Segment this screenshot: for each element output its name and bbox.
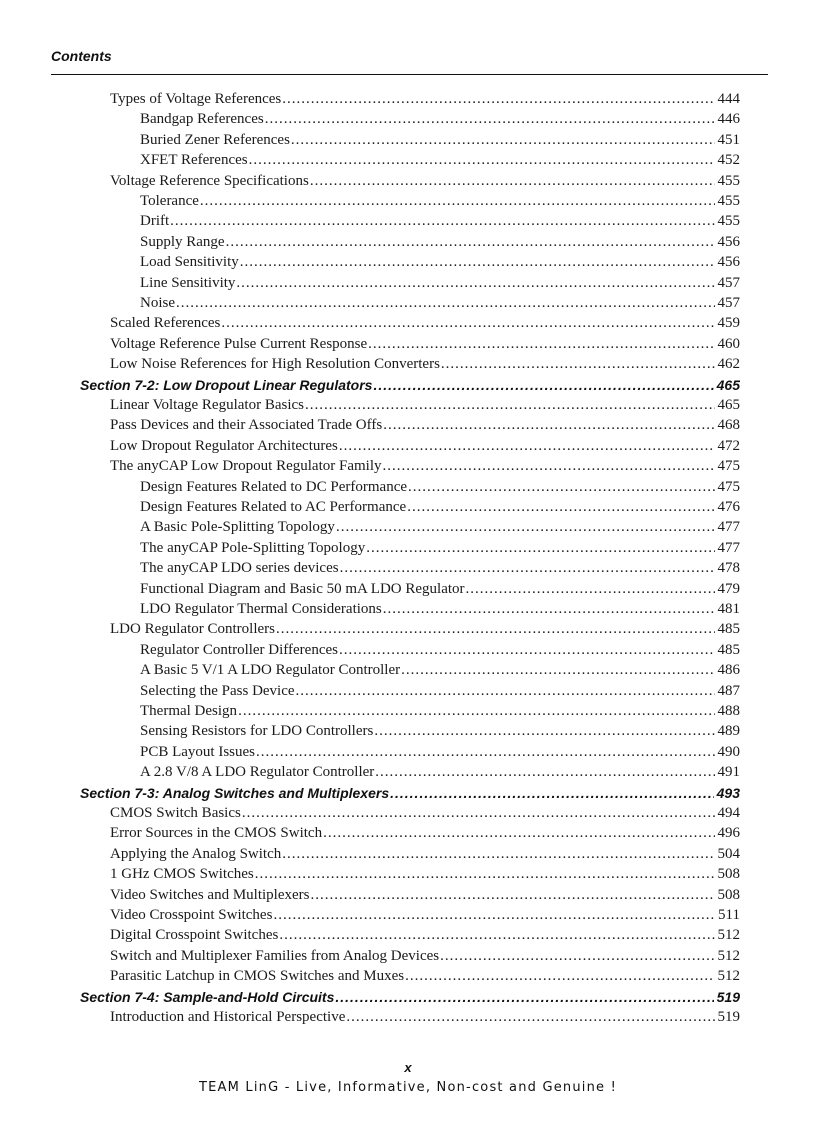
toc-dot-leader <box>339 640 715 660</box>
toc-entry-title: Pass Devices and their Associated Trade Offs <box>110 417 383 434</box>
toc-entry-title: Section 7-2: Low Dropout Linear Regulators <box>80 376 373 393</box>
toc-entry-page: 477 <box>717 539 740 556</box>
toc-entry-title: Functional Diagram and Basic 50 mA LDO Regulator <box>140 580 465 597</box>
toc-entry-page: 472 <box>717 437 740 454</box>
toc-entry-page: 456 <box>717 233 740 250</box>
toc-entry[interactable] <box>140 742 740 762</box>
toc-entry[interactable] <box>140 293 740 313</box>
toc-entry-page: 465 <box>716 376 740 393</box>
toc-entry-page: 485 <box>717 641 740 658</box>
toc-dot-leader <box>335 987 713 1007</box>
toc-entry-title: A Basic 5 V/1 A LDO Regulator Controller <box>140 662 401 679</box>
toc-entry-page: 508 <box>717 866 740 883</box>
toc-dot-leader <box>374 721 714 741</box>
toc-entry-page: 446 <box>717 111 740 128</box>
toc-dot-leader <box>383 599 715 619</box>
toc-dot-leader <box>200 191 715 211</box>
toc-entry-page: 455 <box>717 172 740 189</box>
toc-entry[interactable] <box>110 334 740 354</box>
toc-entry[interactable] <box>110 925 740 945</box>
toc-entry[interactable] <box>110 946 740 966</box>
toc-dot-leader <box>291 130 715 150</box>
toc-dot-leader <box>176 293 715 313</box>
toc-dot-leader <box>236 273 714 293</box>
toc-entry-title: Selecting the Pass Device <box>140 682 295 699</box>
toc-dot-leader <box>282 844 714 864</box>
toc-entry-title: Types of Voltage References <box>110 91 282 107</box>
toc-dot-leader <box>256 742 714 762</box>
toc-entry-title: Voltage Reference Pulse Current Response <box>110 335 368 352</box>
toc-entry-page: 475 <box>717 478 740 495</box>
toc-dot-leader <box>282 89 714 109</box>
toc-section-entry[interactable] <box>80 375 740 395</box>
toc-entry-page: 476 <box>717 499 740 515</box>
toc-section-entry[interactable] <box>80 987 740 1007</box>
toc-entry[interactable] <box>140 517 740 537</box>
toc-entry[interactable] <box>110 619 740 639</box>
toc-entry[interactable] <box>140 599 740 619</box>
toc-entry-title: Regulator Controller Differences <box>140 641 338 658</box>
toc-dot-leader <box>310 171 715 191</box>
toc-entry[interactable] <box>110 803 740 823</box>
toc-entry[interactable] <box>140 762 740 782</box>
toc-entry-title: Buried Zener References <box>140 131 290 148</box>
toc-entry[interactable] <box>110 885 740 905</box>
toc-entry-title: Load Sensitivity <box>140 254 239 271</box>
toc-entry[interactable] <box>110 415 740 435</box>
toc-dot-leader <box>407 497 714 517</box>
toc-entry[interactable] <box>140 477 740 497</box>
toc-dot-leader <box>340 558 715 578</box>
toc-entry-page: 468 <box>717 417 740 434</box>
toc-dot-leader <box>226 232 715 252</box>
toc-dot-leader <box>255 864 715 884</box>
toc-entry-title: Section 7-3: Analog Switches and Multiplexers <box>80 784 390 801</box>
toc-entry-title: Line Sensitivity <box>140 274 236 291</box>
toc-entry-page: 491 <box>717 764 740 781</box>
toc-entry-title: Thermal Design <box>140 703 238 719</box>
toc-entry[interactable] <box>140 232 740 252</box>
toc-entry-title: The anyCAP LDO series devices <box>140 560 339 577</box>
toc-entry-title: The anyCAP Pole-Splitting Topology <box>140 539 366 556</box>
toc-entry[interactable] <box>140 211 740 231</box>
toc-entry-title: Error Sources in the CMOS Switch <box>110 825 323 842</box>
toc-entry-page: 456 <box>717 254 740 271</box>
toc-entry-title: Video Crosspoint Switches <box>110 907 273 923</box>
toc-entry-page: 496 <box>717 825 740 842</box>
toc-entry-page: 494 <box>717 805 740 821</box>
toc-dot-leader <box>373 375 713 395</box>
toc-entry-page: 489 <box>717 723 740 740</box>
toc-entry-title: Scaled References <box>110 315 221 332</box>
toc-dot-leader <box>240 252 715 272</box>
toc-entry[interactable] <box>110 864 740 884</box>
toc-entry[interactable] <box>110 905 740 925</box>
toc-entry-page: 512 <box>717 947 740 964</box>
toc-dot-leader <box>238 701 714 721</box>
toc-entry-page: 475 <box>717 458 740 475</box>
toc-dot-leader <box>276 619 715 639</box>
toc-entry-page: 508 <box>717 886 740 903</box>
toc-dot-leader <box>366 538 714 558</box>
toc-dot-leader <box>279 925 714 945</box>
toc-entry-page: 487 <box>717 682 740 699</box>
toc-entry-title: Linear Voltage Regulator Basics <box>110 397 304 413</box>
toc-dot-leader <box>346 1007 714 1027</box>
toc-dot-leader <box>408 477 714 497</box>
toc-entry[interactable] <box>110 89 740 109</box>
page-number: x <box>404 1060 412 1075</box>
toc-entry-page: 459 <box>717 315 740 332</box>
toc-entry[interactable] <box>140 660 740 680</box>
toc-dot-leader <box>170 211 714 231</box>
toc-entry-page: 455 <box>717 193 740 209</box>
toc-dot-leader <box>390 783 714 803</box>
toc-entry-page: 462 <box>717 356 740 373</box>
toc-entry[interactable] <box>140 579 740 599</box>
toc-dot-leader <box>368 334 714 354</box>
toc-entry-title: Design Features Related to AC Performance <box>140 499 407 515</box>
toc-entry[interactable] <box>110 395 740 415</box>
toc-entry-title: Noise <box>140 295 175 311</box>
toc-entry[interactable] <box>110 844 740 864</box>
toc-entry[interactable] <box>110 1007 740 1027</box>
toc-entry[interactable] <box>140 558 740 578</box>
toc-entry[interactable] <box>140 252 740 272</box>
footer-text: TEAM LinG - Live, Informative, Non-cost and Genuine ! <box>199 1080 617 1095</box>
toc-entry-page: 493 <box>716 784 740 801</box>
toc-entry-title: Low Noise References for High Resolution Converters <box>110 356 440 373</box>
toc-dot-leader <box>265 109 715 129</box>
toc-entry-page: 504 <box>717 845 740 862</box>
toc-entry-title: A Basic Pole-Splitting Topology <box>140 519 335 536</box>
toc-entry[interactable] <box>140 640 740 660</box>
toc-entry-page: 488 <box>717 703 740 719</box>
toc-entry-page: 511 <box>718 907 740 923</box>
toc-entry-page: 512 <box>717 968 740 985</box>
toc-entry-title: XFET References <box>140 152 248 169</box>
toc-entry-page: 519 <box>717 1009 740 1025</box>
toc-entry-title: Low Dropout Regulator Architectures <box>110 437 338 454</box>
toc-entry[interactable] <box>140 191 740 211</box>
toc-entry-title: Digital Crosspoint Switches <box>110 927 279 944</box>
toc-dot-leader <box>441 354 715 374</box>
toc-entry-page: 465 <box>717 397 740 413</box>
toc-dot-leader <box>339 436 715 456</box>
toc-dot-leader <box>440 946 714 966</box>
toc-entry[interactable] <box>140 538 740 558</box>
toc-dot-leader <box>273 905 715 925</box>
toc-dot-leader <box>383 415 714 435</box>
toc-entry-page: 512 <box>717 927 740 944</box>
toc-entry-title: PCB Layout Issues <box>140 743 256 760</box>
toc-entry[interactable] <box>110 966 740 986</box>
toc-entry-title: Voltage Reference Specifications <box>110 172 309 189</box>
toc-entry-title: Switch and Multiplexer Families from Analog Devices <box>110 947 440 964</box>
toc-entry[interactable] <box>140 497 740 517</box>
toc-entry-title: Supply Range <box>140 233 225 250</box>
toc-entry-page: 490 <box>717 743 740 760</box>
toc-entry[interactable] <box>110 456 740 476</box>
toc-entry-title: Video Switches and Multiplexers <box>110 886 310 903</box>
toc-dot-leader <box>405 966 714 986</box>
toc-dot-leader <box>310 885 714 905</box>
toc-entry[interactable] <box>110 354 740 374</box>
toc-entry-title: A 2.8 V/8 A LDO Regulator Controller <box>140 764 375 781</box>
toc-dot-leader <box>466 579 715 599</box>
toc-entry-page: 452 <box>717 152 740 169</box>
toc-entry-page: 451 <box>717 131 740 148</box>
toc-entry-title: Section 7-4: Sample-and-Hold Circuits <box>80 988 335 1005</box>
toc-entry[interactable] <box>110 313 740 333</box>
toc-entry-page: 485 <box>717 621 740 638</box>
toc-dot-leader <box>336 517 715 537</box>
toc-dot-leader <box>383 456 715 476</box>
toc-dot-leader <box>323 823 714 843</box>
toc-entry-title: Introduction and Historical Perspective <box>110 1009 346 1025</box>
toc-dot-leader <box>242 803 715 823</box>
toc-entry-title: LDO Regulator Controllers <box>110 621 275 638</box>
toc-entry[interactable] <box>140 150 740 170</box>
toc-dot-leader <box>221 313 714 333</box>
toc-dot-leader <box>375 762 714 782</box>
header-divider <box>51 74 768 75</box>
toc-dot-leader <box>305 395 715 415</box>
toc-entry-title: CMOS Switch Basics <box>110 805 241 821</box>
toc-entry-title: Bandgap References <box>140 111 264 128</box>
toc-entry-page: 455 <box>717 213 740 230</box>
toc-entry[interactable] <box>110 823 740 843</box>
toc-entry[interactable] <box>140 273 740 293</box>
toc-entry-title: Drift <box>140 213 170 230</box>
toc-entry[interactable] <box>110 436 740 456</box>
toc-entry-title: Parasitic Latchup in CMOS Switches and Muxes <box>110 968 405 985</box>
toc-entry-page: 479 <box>717 580 740 597</box>
toc-entry-page: 478 <box>717 560 740 577</box>
toc-entry-page: 486 <box>717 662 740 679</box>
toc-entry-title: 1 GHz CMOS Switches <box>110 866 254 883</box>
toc-entry-page: 460 <box>717 335 740 352</box>
toc-entry-page: 477 <box>717 519 740 536</box>
toc-entry[interactable] <box>140 721 740 741</box>
toc-entry[interactable] <box>140 109 740 129</box>
toc-section-entry[interactable] <box>80 783 740 803</box>
toc-entry-page: 519 <box>716 988 740 1005</box>
toc-entry[interactable] <box>140 130 740 150</box>
toc-entry-title: Tolerance <box>140 193 199 209</box>
toc-dot-leader <box>249 150 715 170</box>
toc-dot-leader <box>296 681 715 701</box>
toc-entry-page: 444 <box>717 91 740 107</box>
toc-entry-page: 457 <box>717 295 740 311</box>
page-header-title: Contents <box>51 48 112 64</box>
toc-entry[interactable] <box>140 681 740 701</box>
toc-entry-page: 481 <box>717 601 740 617</box>
toc-entry-page: 457 <box>717 274 740 291</box>
toc-dot-leader <box>401 660 714 680</box>
toc-entry[interactable] <box>110 171 740 191</box>
toc-entry-title: Sensing Resistors for LDO Controllers <box>140 723 374 740</box>
toc-entry-title: LDO Regulator Thermal Considerations <box>140 601 382 617</box>
toc-entry-title: The anyCAP Low Dropout Regulator Family <box>110 458 382 475</box>
toc-entry[interactable] <box>140 701 740 721</box>
toc-entry-title: Design Features Related to DC Performance <box>140 478 408 495</box>
toc-entry-title: Applying the Analog Switch <box>110 845 282 862</box>
